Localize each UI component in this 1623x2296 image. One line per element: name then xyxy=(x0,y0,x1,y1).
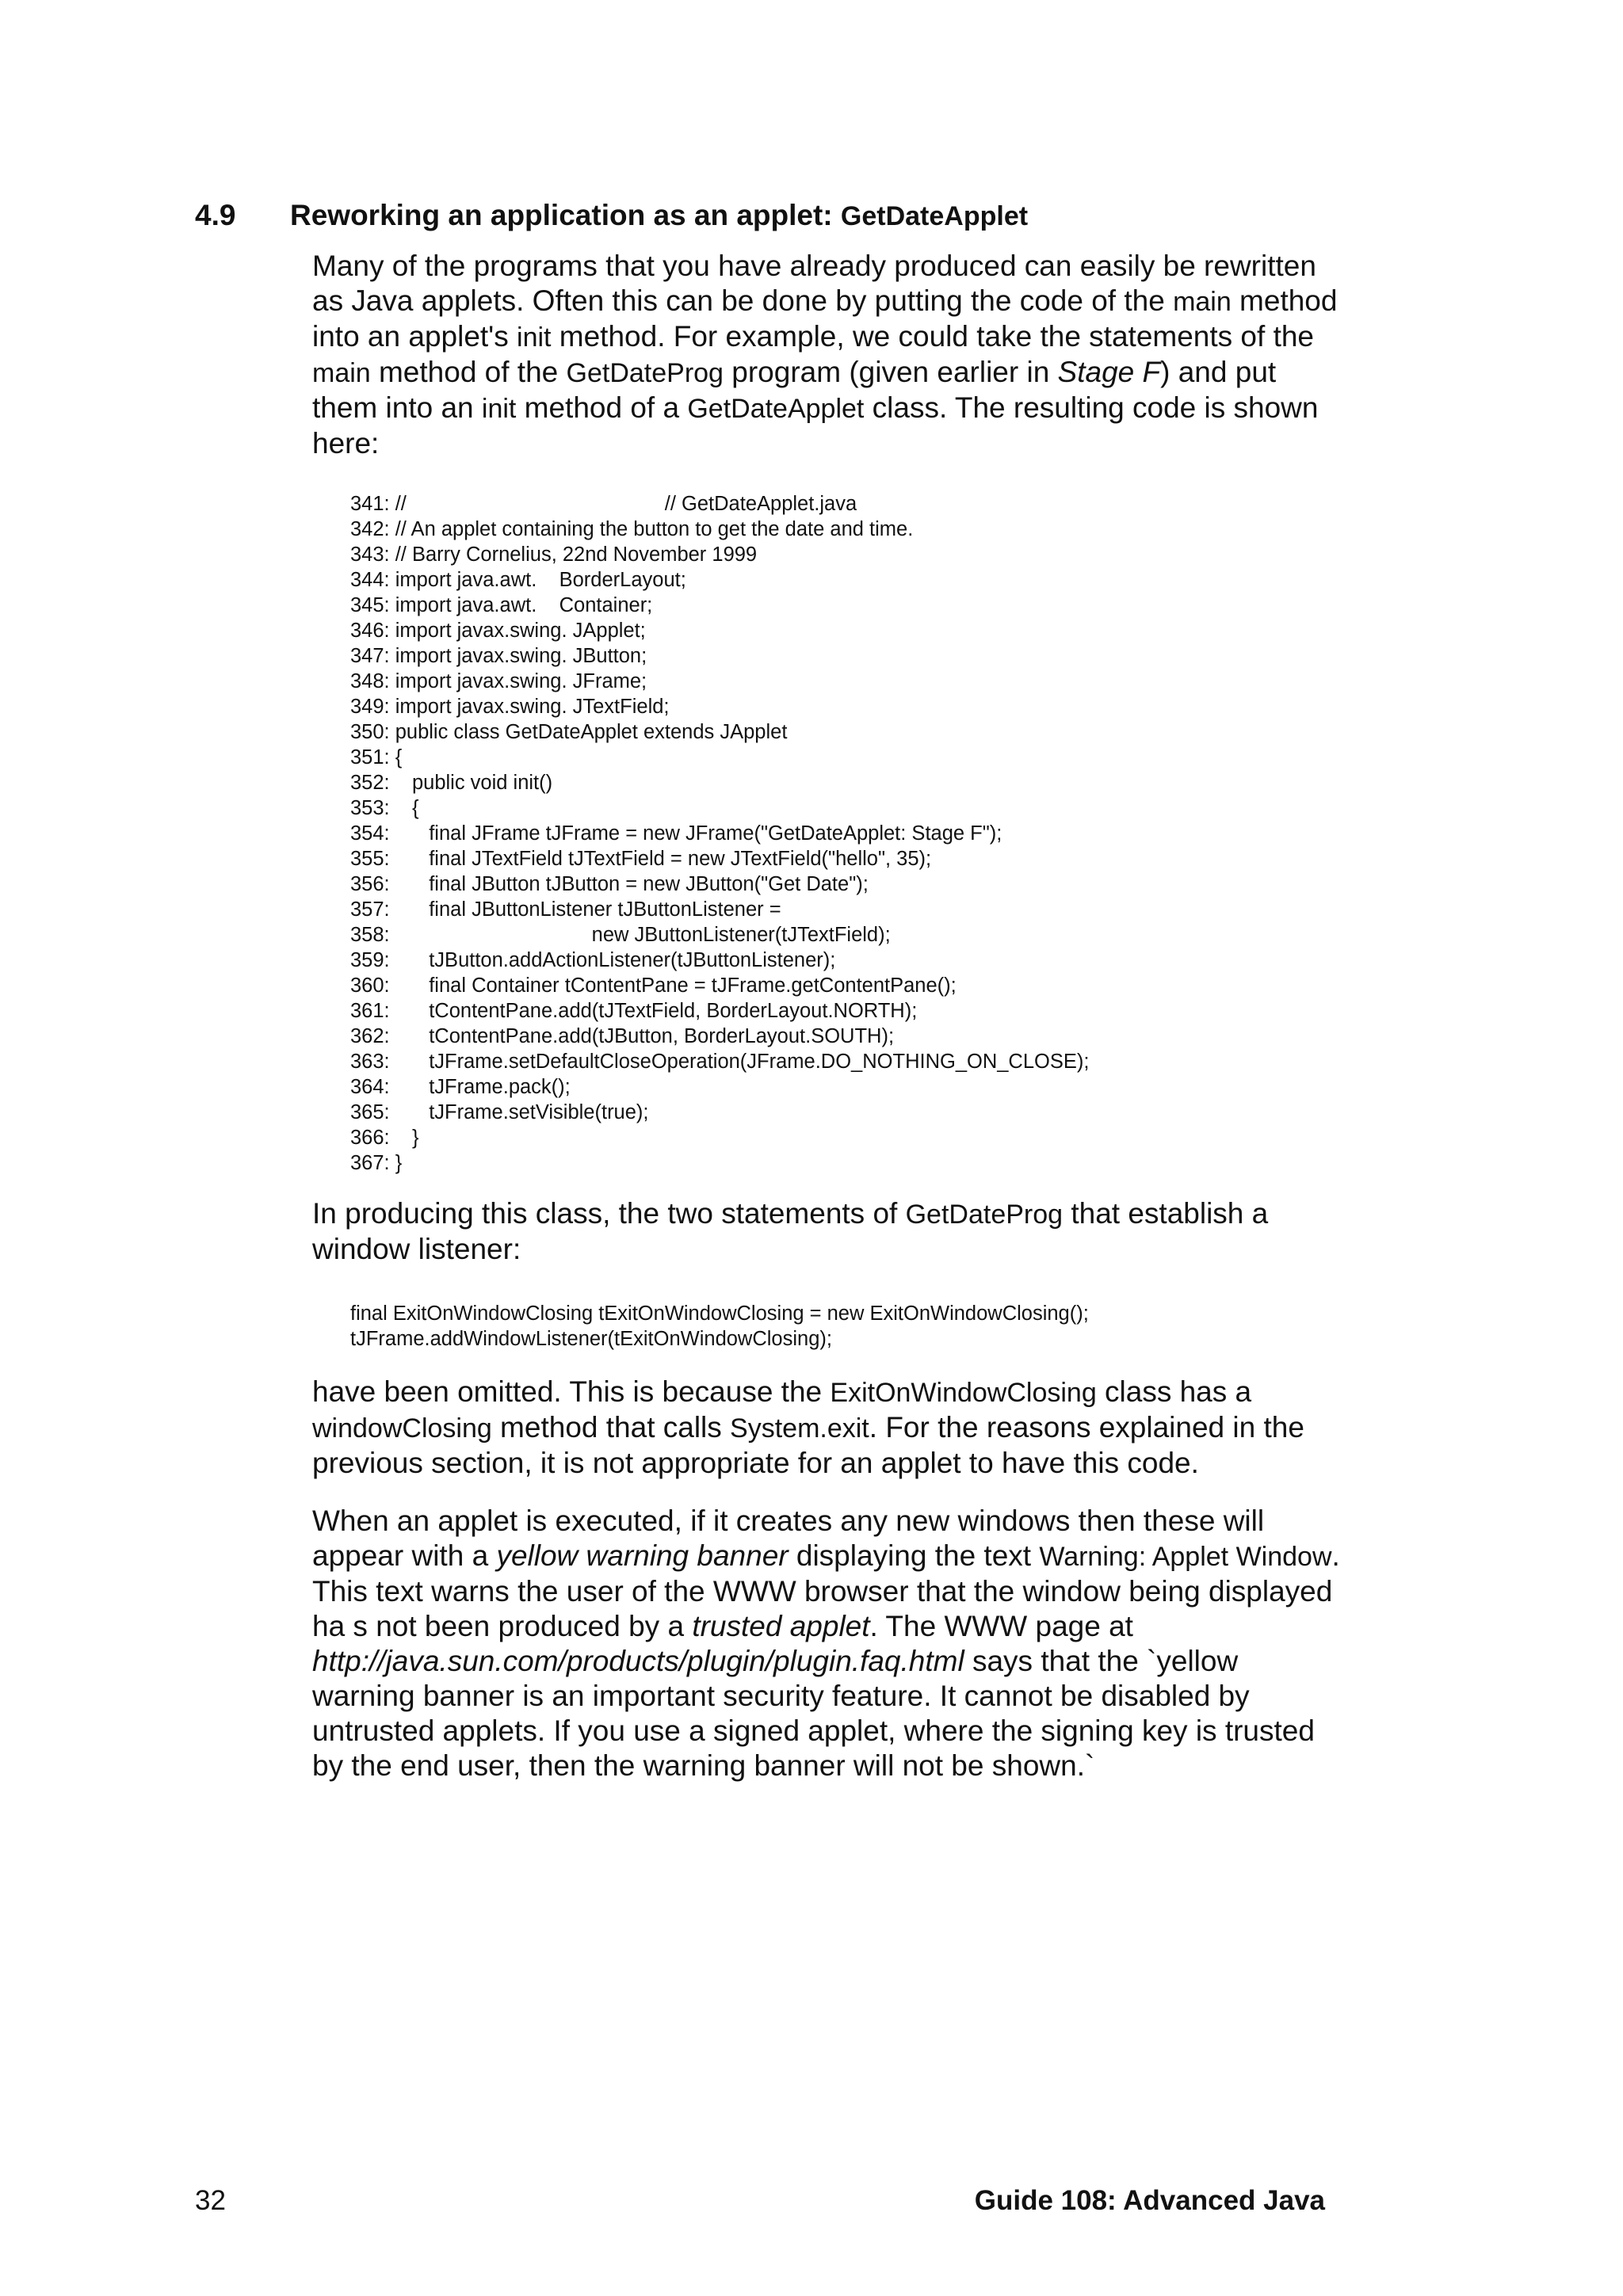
text-run: . For the reasons explained in the previous section, it is not appropriate for an applet to have this code. xyxy=(312,1411,1304,1479)
paragraph-omitted xyxy=(312,1375,1342,1481)
italic-run: yellow warning banner xyxy=(496,1539,789,1572)
intro-paragraph xyxy=(312,249,1342,461)
code-line: 351: { xyxy=(350,746,403,769)
text-run: method of a xyxy=(516,391,688,424)
text-run: that establish a window listener: xyxy=(312,1197,1269,1265)
code-line: 363: tJFrame.setDefaultCloseOperation(JFrame.DO_NOTHING_ON_CLOSE); xyxy=(350,1051,1090,1073)
code-run: init xyxy=(481,394,517,424)
text-run: Many of the programs that you have already produced can easily be rewritten as Java applets. Often this can be done by putting the code of the xyxy=(312,250,1316,317)
code-listing-window-listener xyxy=(350,1301,1460,1352)
code-line: 359: tJButton.addActionListener(tJButtonListener); xyxy=(350,949,836,971)
code-run: System.exit xyxy=(730,1413,869,1444)
code-run: ExitOnWindowClosing xyxy=(830,1378,1097,1408)
code-line: 346: import javax.swing. JApplet; xyxy=(350,620,646,642)
text-run: method. For example, we could take the statements of the xyxy=(551,320,1315,353)
text-run: says that the `yellow warning banner is an important security feature. It cannot be disabled by untrusted applets. If you use a signed applet, where the signing key is trusted by the end user, then the warning banner will not be shown.` xyxy=(312,1645,1315,1782)
code-run: GetDateProg xyxy=(566,358,724,388)
section-title-code: GetDateApplet xyxy=(840,201,1029,231)
text-run: program (given earlier in xyxy=(723,356,1058,388)
code-line: 342: // An applet containing the button to get the date and time. xyxy=(350,518,914,540)
code-run: GetDateProg xyxy=(905,1199,1064,1230)
code-line: 344: import java.awt. BorderLayout; xyxy=(350,569,686,591)
text-run: method into an applet's xyxy=(312,284,1338,353)
code-line: tJFrame.addWindowListener(tExitOnWindowClosing); xyxy=(350,1328,832,1350)
code-line: 361: tContentPane.add(tJTextField, BorderLayout.NORTH); xyxy=(350,1000,918,1022)
code-line: 366: } xyxy=(350,1127,419,1149)
text-run: . The WWW page at xyxy=(869,1610,1133,1642)
text-run: method that calls xyxy=(491,1411,731,1444)
section-title: Reworking an application as an applet: xyxy=(290,199,841,231)
code-run: Warning: Applet Window xyxy=(1039,1542,1332,1572)
code-run: windowClosing xyxy=(312,1413,492,1444)
code-line: 360: final Container tContentPane = tJFrame.getContentPane(); xyxy=(350,974,957,997)
text-run: have been omitted. This is because the xyxy=(312,1375,831,1408)
code-line: 358: new JButtonListener(tJTextField); xyxy=(350,924,891,946)
code-line: 354: final JFrame tJFrame = new JFrame("GetDateApplet: Stage F"); xyxy=(350,822,1002,845)
italic-run: trusted applet xyxy=(692,1610,870,1642)
code-run: main xyxy=(312,358,371,388)
code-line: 365: tJFrame.setVisible(true); xyxy=(350,1101,649,1123)
italic-link-text: http://java.sun.com/products/plugin/plugin.faq.html xyxy=(312,1645,964,1677)
guide-title: Guide 108: Advanced Java xyxy=(974,2185,1325,2216)
paragraph-window-listener xyxy=(312,1196,1342,1267)
code-line: 348: import javax.swing. JFrame; xyxy=(350,670,647,692)
code-line: 355: final JTextField tJTextField = new JTextField("hello", 35); xyxy=(350,848,932,870)
paragraph-warning-banner xyxy=(312,1504,1342,1783)
code-line: 347: import javax.swing. JButton; xyxy=(350,645,647,667)
code-line: 343: // Barry Cornelius, 22nd November 1999 xyxy=(350,543,758,566)
section-number: 4.9 xyxy=(195,199,236,231)
code-line: 349: import javax.swing. JTextField; xyxy=(350,696,670,718)
code-line: 356: final JButton tJButton = new JButton("Get Date"); xyxy=(350,873,869,895)
code-line: 345: import java.awt. Container; xyxy=(350,594,653,616)
code-line: 362: tContentPane.add(tJButton, BorderLayout.SOUTH); xyxy=(350,1025,895,1047)
code-line: 341: // // GetDateApplet.java xyxy=(350,493,857,515)
code-run: init xyxy=(517,322,552,353)
text-run: In producing this class, the two statements of xyxy=(312,1197,906,1230)
text-run: displaying the text xyxy=(788,1539,1040,1572)
code-line: 357: final JButtonListener tJButtonListener = xyxy=(350,898,781,921)
code-run: main xyxy=(1173,287,1232,317)
code-line: 350: public class GetDateApplet extends JApplet xyxy=(350,721,788,743)
text-run: method of the xyxy=(370,356,567,388)
code-line: 367: } xyxy=(350,1152,403,1174)
text-run: ) and put them into an xyxy=(312,356,1277,424)
text-run: . This text warns the user of the WWW browser that the window being displayed ha s not been produced by a xyxy=(312,1539,1340,1642)
section-heading xyxy=(195,196,1385,235)
code-line: 352: public void init() xyxy=(350,772,553,794)
text-run: When an applet is executed, if it creates any new windows then these will appear with a xyxy=(312,1505,1265,1572)
code-line: 353: { xyxy=(350,797,419,819)
code-line: 364: tJFrame.pack(); xyxy=(350,1076,571,1098)
text-run: class has a xyxy=(1096,1375,1252,1408)
italic-run: Stage F xyxy=(1057,356,1161,388)
code-run: GetDateApplet xyxy=(687,394,865,424)
code-line: final ExitOnWindowClosing tExitOnWindowClosing = new ExitOnWindowClosing(); xyxy=(350,1302,1089,1325)
code-listing-getdateapplet xyxy=(350,491,1460,1176)
text-run: class. The resulting code is shown here: xyxy=(312,391,1319,460)
page-number: 32 xyxy=(195,2185,226,2216)
